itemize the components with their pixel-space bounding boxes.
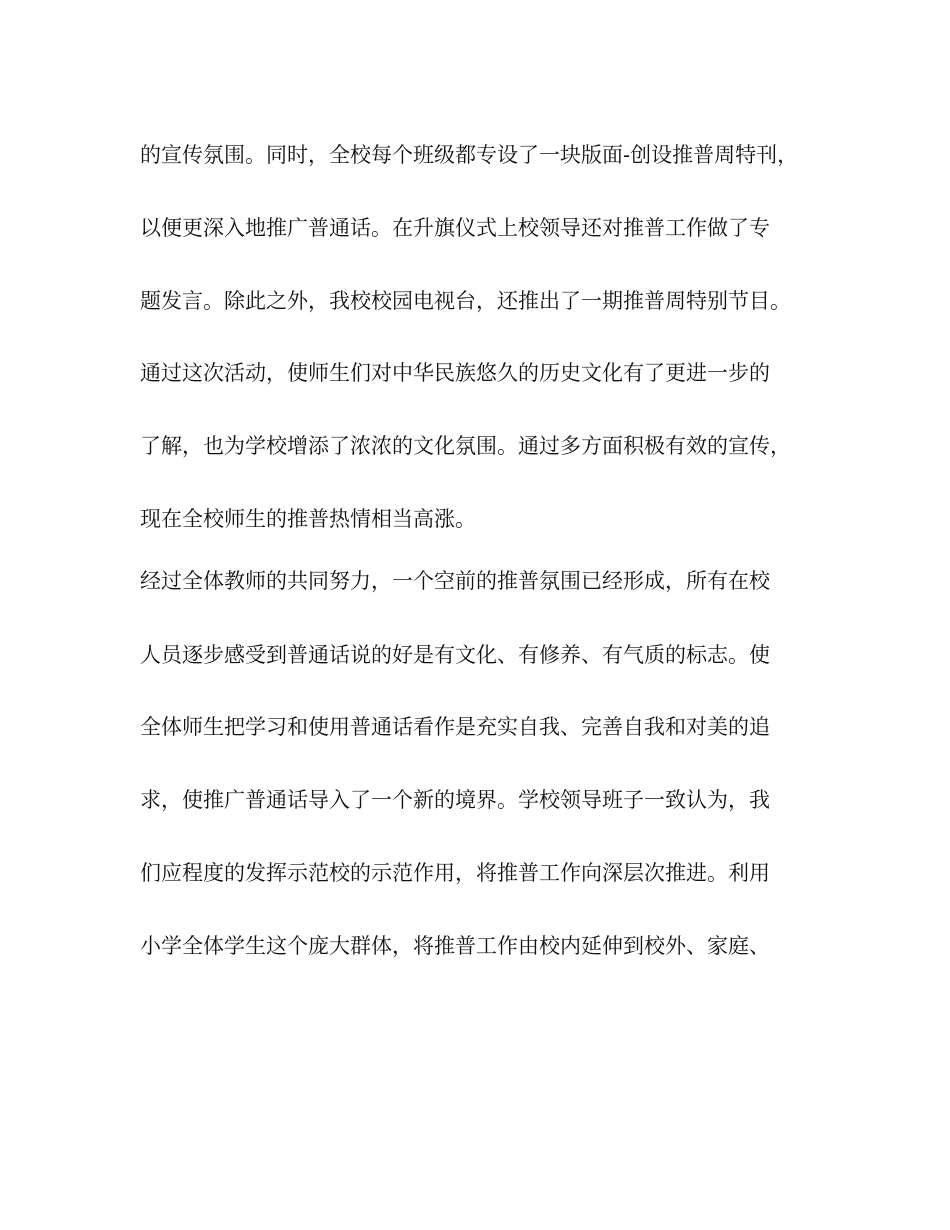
paragraph-2-line-3: 全体师生把学习和使用普通话看作是充实自我、完善自我和对美的追 [140, 715, 770, 739]
paragraph-2-line-5: 们应程度的发挥示范校的示范作用，将推普工作向深层次推进。利用 [140, 861, 770, 885]
paragraph-1-line-6: 现在全校师生的推普热情相当高涨。 [140, 507, 476, 531]
paragraph-2-line-4: 求，使推广普通话导入了一个新的境界。学校领导班子一致认为，我 [140, 788, 770, 812]
paragraph-1-line-1: 的宣传氛围。同时，全校每个班级都专设了一块版面-创设推普周特刊， [140, 143, 799, 167]
paragraph-2-line-6: 小学全体学生这个庞大群体，将推普工作由校内延伸到校外、家庭、 [140, 934, 770, 958]
paragraph-2-line-2: 人员逐步感受到普通话说的好是有文化、有修养、有气质的标志。使 [140, 643, 770, 667]
paragraph-2-line-1: 经过全体教师的共同努力，一个空前的推普氛围已经形成，所有在校 [140, 569, 770, 593]
paragraph-1-line-3: 题发言。除此之外，我校校园电视台，还推出了一期推普周特别节目。 [140, 289, 791, 313]
paragraph-1-line-5: 了解，也为学校增添了浓浓的文化氛围。通过多方面积极有效的宣传， [140, 434, 791, 458]
paragraph-1-line-4: 通过这次活动，使师生们对中华民族悠久的历史文化有了更进一步的 [140, 361, 770, 385]
paragraph-1-line-2: 以便更深入地推广普通话。在升旗仪式上校领导还对推普工作做了专 [140, 216, 770, 240]
